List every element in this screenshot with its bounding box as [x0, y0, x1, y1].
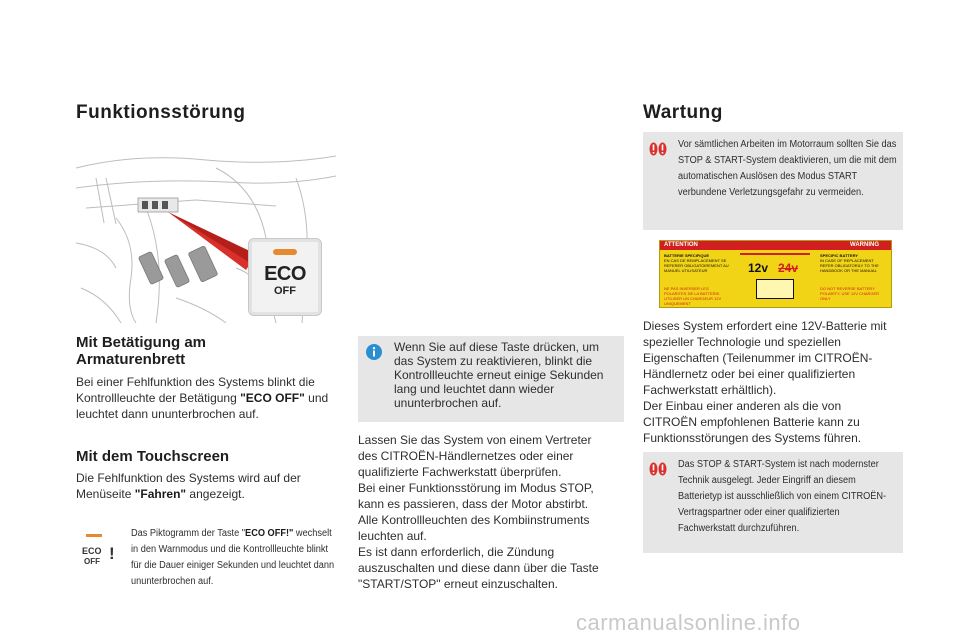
- pictogram-note-text: [131, 526, 341, 590]
- middle-paragraph: Lassen Sie das System von einem Vertreter des CITROËN-Händlernetzes oder einer qualifizierte Fachwerkstatt überprüfen. Bei einer Funktionsstörung im Modus STOP, kann es passieren, dass der Motor abstirbt. Alle Kontrollleuchten des Kombiinstruments leuchten auf. Es ist dann erforderlich, die Zündung auszuschalten und diese dann über die Taste "START/STOP" erneut einzuschalten.: [358, 433, 599, 591]
- pictogram-off: OFF: [84, 557, 100, 566]
- eco-off-warning-pictogram: [82, 530, 122, 580]
- info-box: [358, 336, 624, 422]
- funktionsstoerung-title: Funktionsstörung: [76, 102, 246, 123]
- touchscreen-text-after: angezeigt.: [186, 487, 245, 501]
- label-left-text: [664, 253, 732, 273]
- eco-off-button-closeup: [248, 238, 322, 316]
- label-left-heading: BATTERIE SPECIFIQUE: [664, 253, 710, 258]
- label-warning: WARNING: [850, 242, 879, 248]
- touchscreen-text: [76, 470, 326, 502]
- pictogram-orange-bar: [86, 534, 102, 537]
- label-right-body: IN CASE OF REPLACEMENT REFER OBLIGATORILY TO THE HANDBOOK OR THE MANUAL: [820, 258, 879, 273]
- warning-text-motorraum: Vor sämtlichen Arbeiten im Motorraum sollten Sie das STOP & START-System deaktivieren, um die mit dem automatischen Auslösen des Modus START verbundene Verletzungsgefahr zu vermeiden.: [678, 139, 897, 198]
- warning-box-batterie: [643, 452, 903, 553]
- label-12v: 12v: [748, 261, 769, 275]
- pictogram-note-bold: ECO OFF!": [245, 528, 294, 539]
- eco-indicator-light: [273, 249, 297, 255]
- label-left-bottom: NE PAS INVERSER LES POLARITES DE LA BATTERIE. UTILISER UN CHARGEUR 12V UNIQUEMENT: [664, 286, 722, 306]
- dashboard-eco-button-figure: [76, 148, 336, 323]
- info-icon: [366, 344, 382, 360]
- armaturenbrett-text-before: Bei einer Fehlfunktion des Systems blinkt die Kontrollleuchte der Betätigung: [76, 375, 315, 405]
- pictogram-exclamation: !: [109, 544, 115, 563]
- eco-label: ECO: [264, 263, 306, 285]
- battery-warning-label: [659, 240, 892, 308]
- armaturenbrett-text: [76, 374, 338, 422]
- eco-off-bold: "ECO OFF": [240, 391, 305, 405]
- label-right-text: [820, 253, 888, 273]
- pictogram-note-after: wechselt in den Warnmodus und die Kontrollleuchte blinkt für die Dauer einiger Sekunden und leuchtet dann ununterbrochen auf.: [131, 528, 335, 587]
- pictogram-eco: ECO: [82, 546, 102, 556]
- warning-text-batterie: Das STOP & START-System ist nach modernster Technik ausgelegt. Jeder Eingriff an diesem Batterietyp ist ausschließlich von einem CITROËN-Vertragspartner oder einer qualifizierten Fachwerkstatt durchzuführen.: [678, 459, 887, 534]
- warning-icon: [649, 462, 667, 481]
- wartung-paragraph: Dieses System erfordert eine 12V-Batterie mit spezieller Technologie und speziellen Eigenschaften (Teilenummer im CITROËN-Händlernetz oder bei einer qualifizierten Fachwerkstatt erhältlich). Der Einbau einer anderen als die von CITROËN empfohlenen Batterie kann zu Funktionsstörungen des Systems führen.: [643, 319, 887, 445]
- label-right-bottom: DO NOT REVERSE BATTERY POLARITY. USE 12V CHARGER ONLY: [820, 286, 880, 301]
- label-24v: 24v: [778, 261, 799, 275]
- label-cable-line: [740, 253, 810, 255]
- pictogram-note-before: Das Piktogramm der Taste ": [131, 528, 246, 539]
- off-label: OFF: [274, 285, 296, 297]
- watermark: carmanualsonline.info: [576, 610, 801, 635]
- armaturenbrett-text-after: und leuchtet dann ununterbrochen auf.: [76, 391, 329, 421]
- warning-box-motorraum: [643, 132, 903, 230]
- touchscreen-text-before: Die Fehlfunktion des Systems wird auf der Menüseite: [76, 471, 301, 501]
- label-left-body: EN CAS DE REMPLACEMENT SE REFERER OBLIGATOIREMENT AU MANUEL UTILISATEUR: [664, 258, 729, 273]
- warning-icon: [649, 142, 667, 161]
- fahren-bold: "Fahren": [134, 487, 187, 501]
- battery-icon: [756, 279, 794, 299]
- info-text: Wenn Sie auf diese Taste drücken, um das System zu reaktivieren, blinkt die Kontrollleuchte erneut einige Sekunden lang und leuchtet dann wieder ununterbrochen auf.: [394, 340, 604, 410]
- label-right-heading: SPECIFIC BATTERY: [820, 253, 859, 258]
- section-heading-armaturenbrett: Mit Betätigung am Armaturenbrett: [76, 334, 206, 368]
- label-attention: ATTENTION: [664, 242, 698, 248]
- section-heading-touchscreen: Mit dem Touchscreen: [76, 448, 230, 465]
- wartung-title: Wartung: [643, 102, 723, 123]
